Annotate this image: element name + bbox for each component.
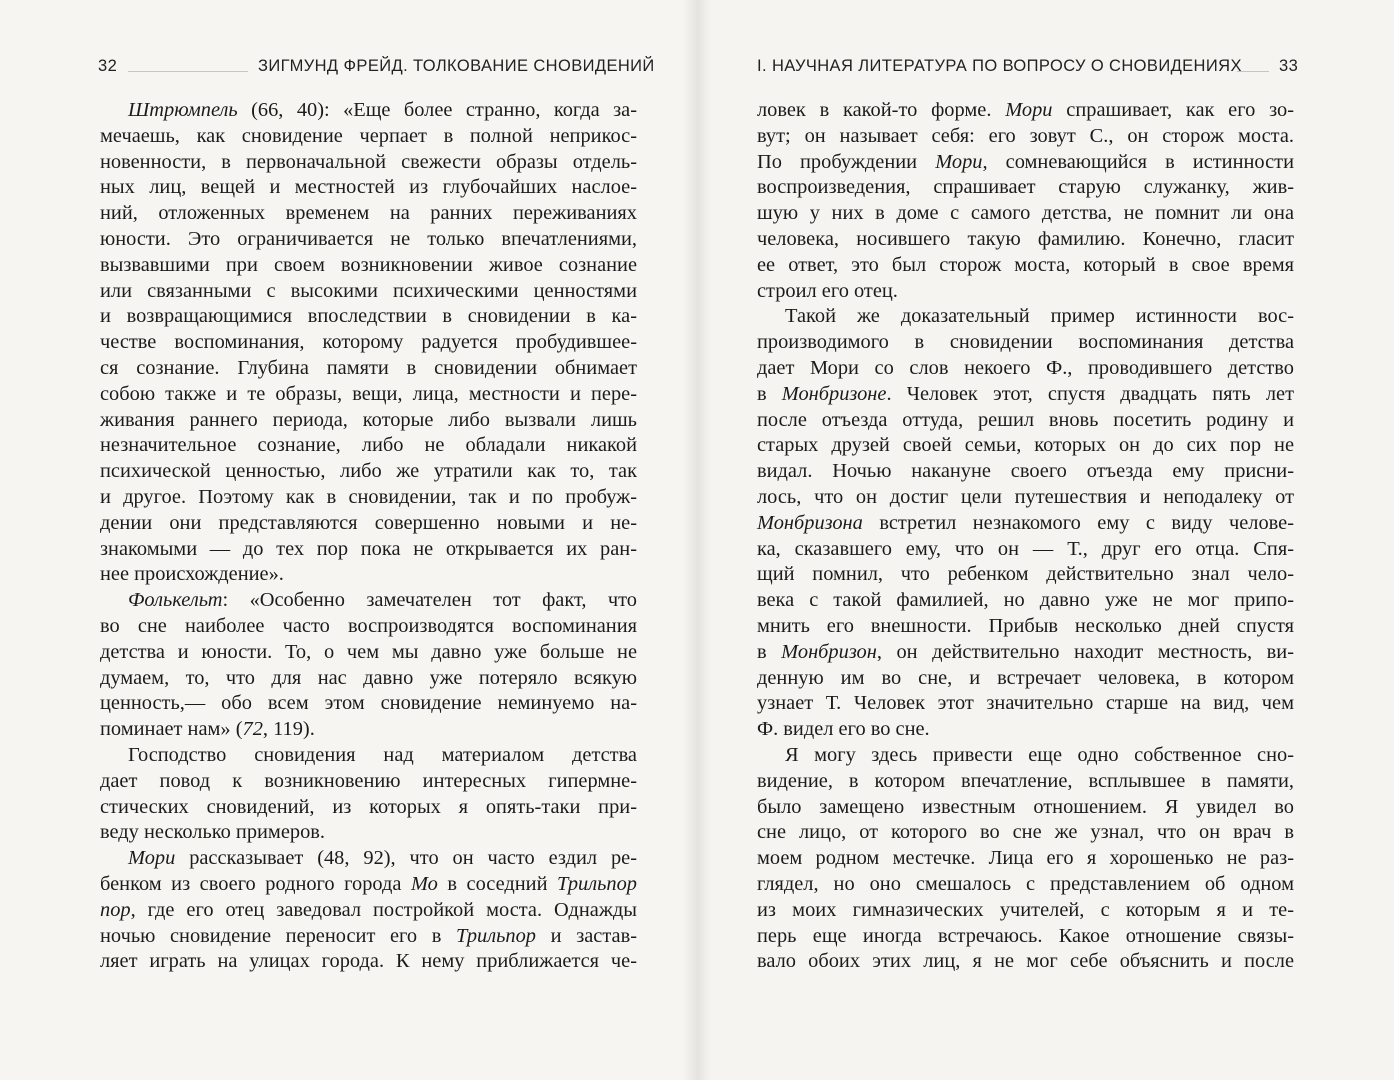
text-line	[757, 717, 1294, 743]
text-run: стических сновидений, из которых я опять-таки при-	[100, 795, 637, 818]
text-run: строил его отец.	[757, 279, 898, 302]
header-rule	[1237, 71, 1269, 72]
text-run: дает Мори со слов некоего Ф., проводившего детство	[757, 356, 1294, 379]
text-line	[100, 743, 637, 769]
text-run: : «Особенно замечателен тот факт, что	[222, 589, 637, 612]
text-run: из моих гимназических учителей, с которым я и те-	[757, 898, 1294, 921]
text-line	[757, 511, 1294, 537]
text-run: щий помнил, что ребенком действительно знал чело-	[757, 563, 1294, 586]
text-run: нее происхождение».	[100, 563, 284, 586]
text-line	[100, 898, 637, 924]
italic-text: Мори	[1005, 99, 1053, 121]
text-run: Я могу здесь привести еще одно собственное сно-	[785, 743, 1294, 766]
text-line	[757, 150, 1294, 176]
running-head: I. НАУЧНАЯ ЛИТЕРАТУРА ПО ВОПРОСУ О СНОВИДЕНИЯХ	[757, 57, 1242, 75]
text-run: было замещено известным отношением. Я увидел во	[757, 795, 1294, 818]
text-line	[757, 175, 1294, 201]
text-line	[757, 769, 1294, 795]
text-line	[100, 924, 637, 950]
text-run: в соседний	[437, 872, 558, 895]
text-run: видал. Ночью накануне своего отъезда ему присни-	[757, 460, 1294, 483]
text-run: человека, носившего такую фамилию. Конечно, гласит	[757, 227, 1294, 250]
text-run: и застав-	[536, 924, 637, 947]
text-run: , где его отец заведовал постройкой моста. Однажды	[130, 898, 637, 921]
text-line	[757, 949, 1294, 975]
text-run: шую у них в доме с самого детства, не помнит ли она	[757, 202, 1294, 225]
text-run: бенком из своего родного города	[100, 872, 411, 895]
text-run: узнает Т. Человек этот значительно старше на вид, чем	[757, 692, 1294, 715]
text-line	[757, 330, 1294, 356]
text-run: ее ответ, это был сторож моста, который в свое время	[757, 253, 1294, 276]
italic-text: Мори	[935, 150, 983, 173]
text-run: (66, 40): «Еще более странно, когда за-	[237, 99, 637, 121]
text-line	[757, 924, 1294, 950]
text-line	[757, 614, 1294, 640]
text-run: века с такой фамилией, но давно уже не мог припо-	[757, 589, 1294, 612]
body-text	[757, 98, 1294, 975]
text-line	[100, 433, 637, 459]
text-run: денную им во сне, и встречает человека, в котором	[757, 666, 1294, 689]
text-line	[100, 949, 637, 975]
text-line	[100, 562, 637, 588]
text-run: и возвращающимися впоследствии в сновидении в ка-	[100, 305, 637, 328]
italic-text: Монбризона	[757, 511, 863, 534]
header-rule	[128, 71, 248, 72]
book-gutter	[683, 0, 711, 1080]
text-run: мнить его внешности. Прибыв несколько дней спустя	[757, 614, 1294, 637]
text-run: старых друзей своей семьи, которых он до сих пор не	[757, 434, 1294, 457]
text-run: , он действительно находит местность, ви-	[876, 640, 1294, 663]
text-run: . Человек этот, спустя двадцать пять лет	[886, 382, 1294, 405]
text-run: спрашивает, как его зо-	[1052, 99, 1294, 121]
italic-text: Мо	[410, 872, 438, 895]
text-run: глядел, но оно смешалось с представлением об одном	[757, 872, 1294, 895]
text-line	[757, 562, 1294, 588]
text-run: во сне наиболее часто воспроизводятся воспоминания	[100, 614, 637, 637]
text-run: детства и юности. То, о чем мы давно уже больше не	[100, 640, 637, 663]
text-line	[100, 124, 637, 150]
text-run: видение, в котором впечатление, всплывшее в памяти,	[757, 769, 1294, 792]
text-run: дает повод к возникновению интересных гипермне-	[100, 769, 637, 792]
text-run: поминает нам» (	[100, 718, 243, 741]
italic-text: Фолькельт	[128, 589, 223, 612]
text-run: Ф. видел его во сне.	[757, 718, 930, 741]
text-line	[100, 769, 637, 795]
text-run: незначительное сознание, либо не обладали никакой	[100, 434, 637, 457]
text-line	[757, 304, 1294, 330]
text-line	[757, 124, 1294, 150]
text-line	[757, 537, 1294, 563]
text-line	[757, 201, 1294, 227]
text-run: или связанными с высокими психическими ценностями	[100, 279, 637, 302]
text-line	[757, 356, 1294, 382]
italic-text: Монбризоне	[781, 382, 887, 405]
text-run: ных лиц, вещей и местностей из глубочайших наслое-	[100, 176, 637, 199]
text-line	[757, 382, 1294, 408]
page-number: 32	[98, 57, 118, 75]
text-line	[100, 511, 637, 537]
italic-text: 72	[242, 718, 263, 741]
text-line	[757, 898, 1294, 924]
text-line	[100, 717, 637, 743]
text-run: в	[757, 640, 782, 663]
text-run: честве воспоминания, которому радуется пробудившее-	[100, 331, 637, 354]
text-line	[100, 227, 637, 253]
text-line	[757, 743, 1294, 769]
text-line	[100, 537, 637, 563]
text-line	[100, 588, 637, 614]
text-run: новенности, в первоначальной свежести образы отдель-	[100, 150, 637, 173]
italic-text: Трильпор	[557, 872, 637, 895]
text-line	[757, 459, 1294, 485]
text-run: сне лицо, от которого во сне же узнал, что он врач в	[757, 821, 1294, 844]
text-run: живания раннего периода, которые либо вызвали лишь	[100, 408, 637, 431]
text-line	[100, 795, 637, 821]
text-line	[757, 227, 1294, 253]
text-line	[100, 98, 637, 124]
text-run: вало обоих этих лиц, я не мог себе объяснить и после	[757, 950, 1294, 973]
text-line	[100, 459, 637, 485]
text-line	[757, 279, 1294, 305]
page-number: 33	[1279, 57, 1299, 75]
text-run: , 119).	[262, 718, 315, 741]
text-line	[100, 872, 637, 898]
text-line	[757, 795, 1294, 821]
text-line	[100, 666, 637, 692]
text-line	[100, 150, 637, 176]
italic-text: пор	[100, 898, 131, 921]
text-run: перь еще иногда встречаюсь. Какое отношение связы-	[757, 924, 1294, 947]
italic-text: Мори	[128, 847, 176, 870]
text-line	[757, 820, 1294, 846]
text-line	[757, 98, 1294, 124]
italic-text: Трильпор	[456, 924, 536, 947]
text-run: юности. Это ограничивается не только впечатлениями,	[100, 227, 637, 250]
text-line	[100, 356, 637, 382]
text-run: производимого в сновидении воспоминания детства	[757, 331, 1294, 354]
text-line	[757, 433, 1294, 459]
text-run: ний, отложенных временем на ранних переживаниях	[100, 202, 637, 225]
text-run: ся сознание. Глубина памяти в сновидении обнимает	[100, 356, 637, 379]
text-run: ка, сказавшего ему, что он — Т., друг его отца. Спя-	[757, 537, 1294, 560]
text-run: ценность,— обо всем этом сновидение неминуемо на-	[100, 692, 637, 715]
text-line	[100, 691, 637, 717]
text-line	[757, 588, 1294, 614]
text-line	[100, 408, 637, 434]
text-line	[100, 382, 637, 408]
text-run: собою также и те образы, вещи, лица, местности и пере-	[100, 382, 637, 405]
text-run: Такой же доказательный пример истинности вос-	[785, 305, 1294, 328]
text-line	[757, 666, 1294, 692]
body-text	[100, 98, 637, 975]
text-line	[100, 820, 637, 846]
text-run: думаем, то, что для нас давно уже потеряло всякую	[100, 666, 637, 689]
text-run: моем родном местечке. Лица его я хорошенько не раз-	[757, 847, 1294, 870]
text-run: веду несколько примеров.	[100, 821, 326, 844]
text-line	[100, 640, 637, 666]
right-page	[697, 0, 1394, 1080]
text-line	[100, 846, 637, 872]
text-run: По пробуждении	[757, 150, 936, 173]
text-run: мечаешь, как сновидение черпает в полной неприкос-	[100, 124, 637, 147]
text-run: вут; он называет себя: его зовут С., он сторож моста.	[757, 124, 1294, 147]
text-line	[757, 253, 1294, 279]
text-run: дении они представляются совершенно новыми и не-	[100, 511, 637, 534]
text-run: ловек в какой-то форме.	[757, 99, 1006, 121]
text-run: воспроизведения, спрашивает старую служанку, жив-	[757, 176, 1294, 199]
text-line	[100, 279, 637, 305]
text-run: Господство сновидения над материалом детства	[128, 743, 637, 766]
text-run: психической ценностью, либо же утратили как то, так	[100, 460, 637, 483]
text-run: ночью сновидение переносит его в	[100, 924, 457, 947]
text-run: и другое. Поэтому как в сновидении, так и по пробуж-	[100, 485, 637, 508]
text-run: знакомыми — до тех пор пока не открывается их ран-	[100, 537, 637, 560]
text-line	[757, 640, 1294, 666]
text-run: рассказывает (48, 92), что он часто ездил ре-	[175, 847, 637, 870]
text-line	[757, 408, 1294, 434]
text-run: после отъезда оттуда, решил вновь посетить родину и	[757, 408, 1294, 431]
text-run: ляет играть на улицах города. К нему приближается че-	[100, 950, 637, 973]
text-run: , сомневающийся в истинности	[982, 150, 1294, 173]
text-line	[757, 872, 1294, 898]
text-line	[100, 330, 637, 356]
text-run: вызвавшими при своем возникновении живое сознание	[100, 253, 637, 276]
running-head: ЗИГМУНД ФРЕЙД. ТОЛКОВАНИЕ СНОВИДЕНИЙ	[258, 57, 655, 75]
text-line	[100, 201, 637, 227]
text-line	[100, 253, 637, 279]
italic-text: Штрюмпель	[128, 99, 238, 121]
text-run: лось, что он достиг цели путешествия и неподалеку от	[757, 485, 1294, 508]
text-line	[100, 485, 637, 511]
text-run: в	[757, 382, 782, 405]
italic-text: Монбризон	[781, 640, 877, 663]
text-line	[757, 485, 1294, 511]
text-line	[100, 175, 637, 201]
text-line	[757, 691, 1294, 717]
text-run: встретил незнакомого ему с виду челове-	[862, 511, 1294, 534]
text-line	[757, 846, 1294, 872]
text-line	[100, 614, 637, 640]
text-line	[100, 304, 637, 330]
